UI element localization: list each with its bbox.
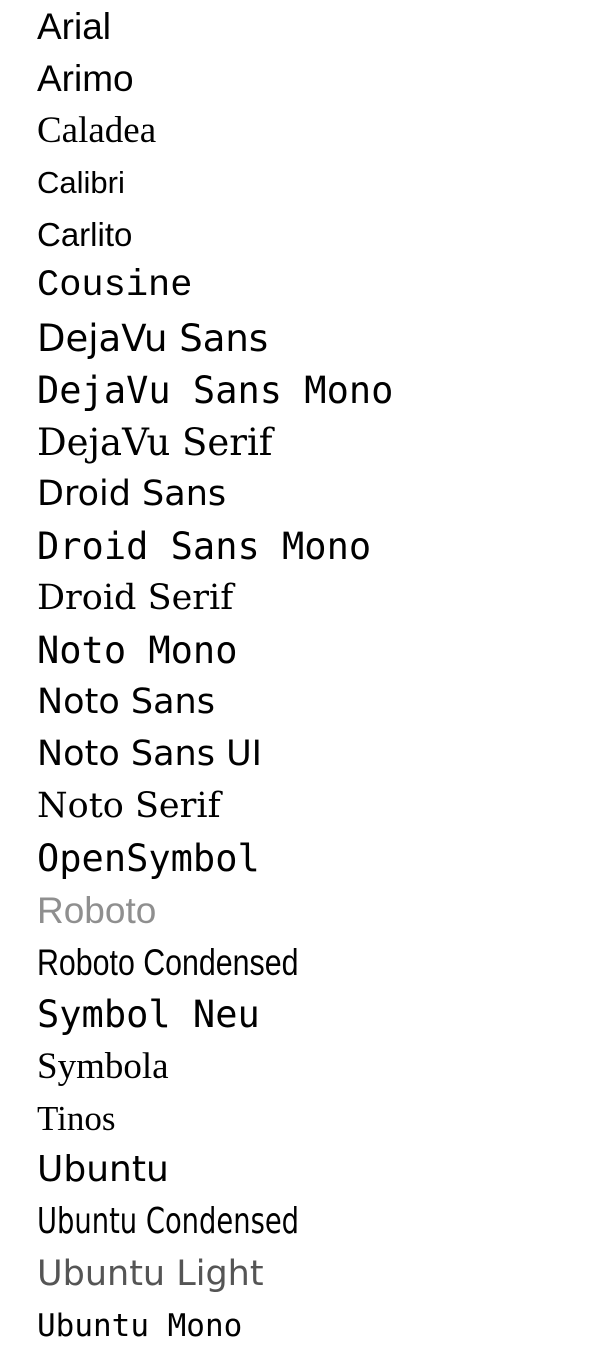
font-list-item	[0, 1248, 604, 1300]
font-list-item	[0, 676, 604, 728]
font-list-item	[0, 468, 604, 520]
font-list-item	[0, 312, 604, 364]
font-sample-label: DejaVu Sans	[37, 316, 269, 360]
font-list-item	[0, 936, 604, 988]
font-sample-label: Tinos	[37, 1098, 116, 1138]
font-list-item	[0, 988, 604, 1040]
font-list-item	[0, 1300, 604, 1352]
font-sample-label: Ubuntu Light	[37, 1253, 264, 1294]
font-list-item	[0, 1144, 604, 1196]
font-list-item	[0, 52, 604, 104]
font-list-item	[0, 572, 604, 624]
font-sample-label: Arial	[37, 5, 112, 47]
font-list-item	[0, 780, 604, 832]
font-list-item	[0, 260, 604, 312]
font-sample-label: DejaVu Serif	[37, 420, 273, 464]
font-list-item	[0, 520, 604, 572]
font-list-item	[0, 728, 604, 780]
font-sample-label: OpenSymbol	[37, 836, 260, 880]
font-sample-label: Symbol Neu	[37, 992, 260, 1036]
font-list-item	[0, 1196, 604, 1248]
font-list-item	[0, 0, 604, 52]
font-list-item	[0, 624, 604, 676]
font-sample-label: Arimo	[37, 57, 134, 99]
font-list-item	[0, 364, 604, 416]
font-sample-label: Ubuntu	[37, 1149, 169, 1190]
font-sample-label: Ubuntu Mono	[37, 1307, 243, 1344]
font-sample-label: Noto Sans UI	[37, 733, 263, 774]
font-sample-label: Noto Sans	[37, 681, 215, 722]
font-sample-label: Cousine	[37, 264, 193, 307]
font-list-item	[0, 884, 604, 936]
font-sample-label: Droid Serif	[37, 577, 234, 618]
font-sample-label: Carlito	[37, 215, 133, 253]
font-list-item	[0, 208, 604, 260]
font-list-item	[0, 1040, 604, 1092]
font-sample-label: Roboto	[37, 889, 157, 931]
font-sample-label: Ubuntu Condensed	[37, 1201, 300, 1242]
font-list-item	[0, 156, 604, 208]
font-list-item	[0, 416, 604, 468]
font-list-item	[0, 832, 604, 884]
font-list-item	[0, 104, 604, 156]
font-sample-label: Symbola	[37, 1045, 169, 1087]
font-sample-label: DejaVu Sans Mono	[37, 368, 394, 412]
font-sample-label: Roboto Condensed	[37, 941, 299, 983]
font-sample-label: Droid Sans	[37, 473, 227, 514]
font-sample-label: Droid Sans Mono	[37, 524, 372, 568]
font-sample-label: Calibri	[37, 164, 125, 200]
font-sample-label: Caladea	[37, 109, 157, 151]
font-sample-label: Noto Serif	[37, 785, 221, 826]
font-sample-label: Noto Mono	[37, 628, 238, 672]
font-list-item	[0, 1092, 604, 1144]
